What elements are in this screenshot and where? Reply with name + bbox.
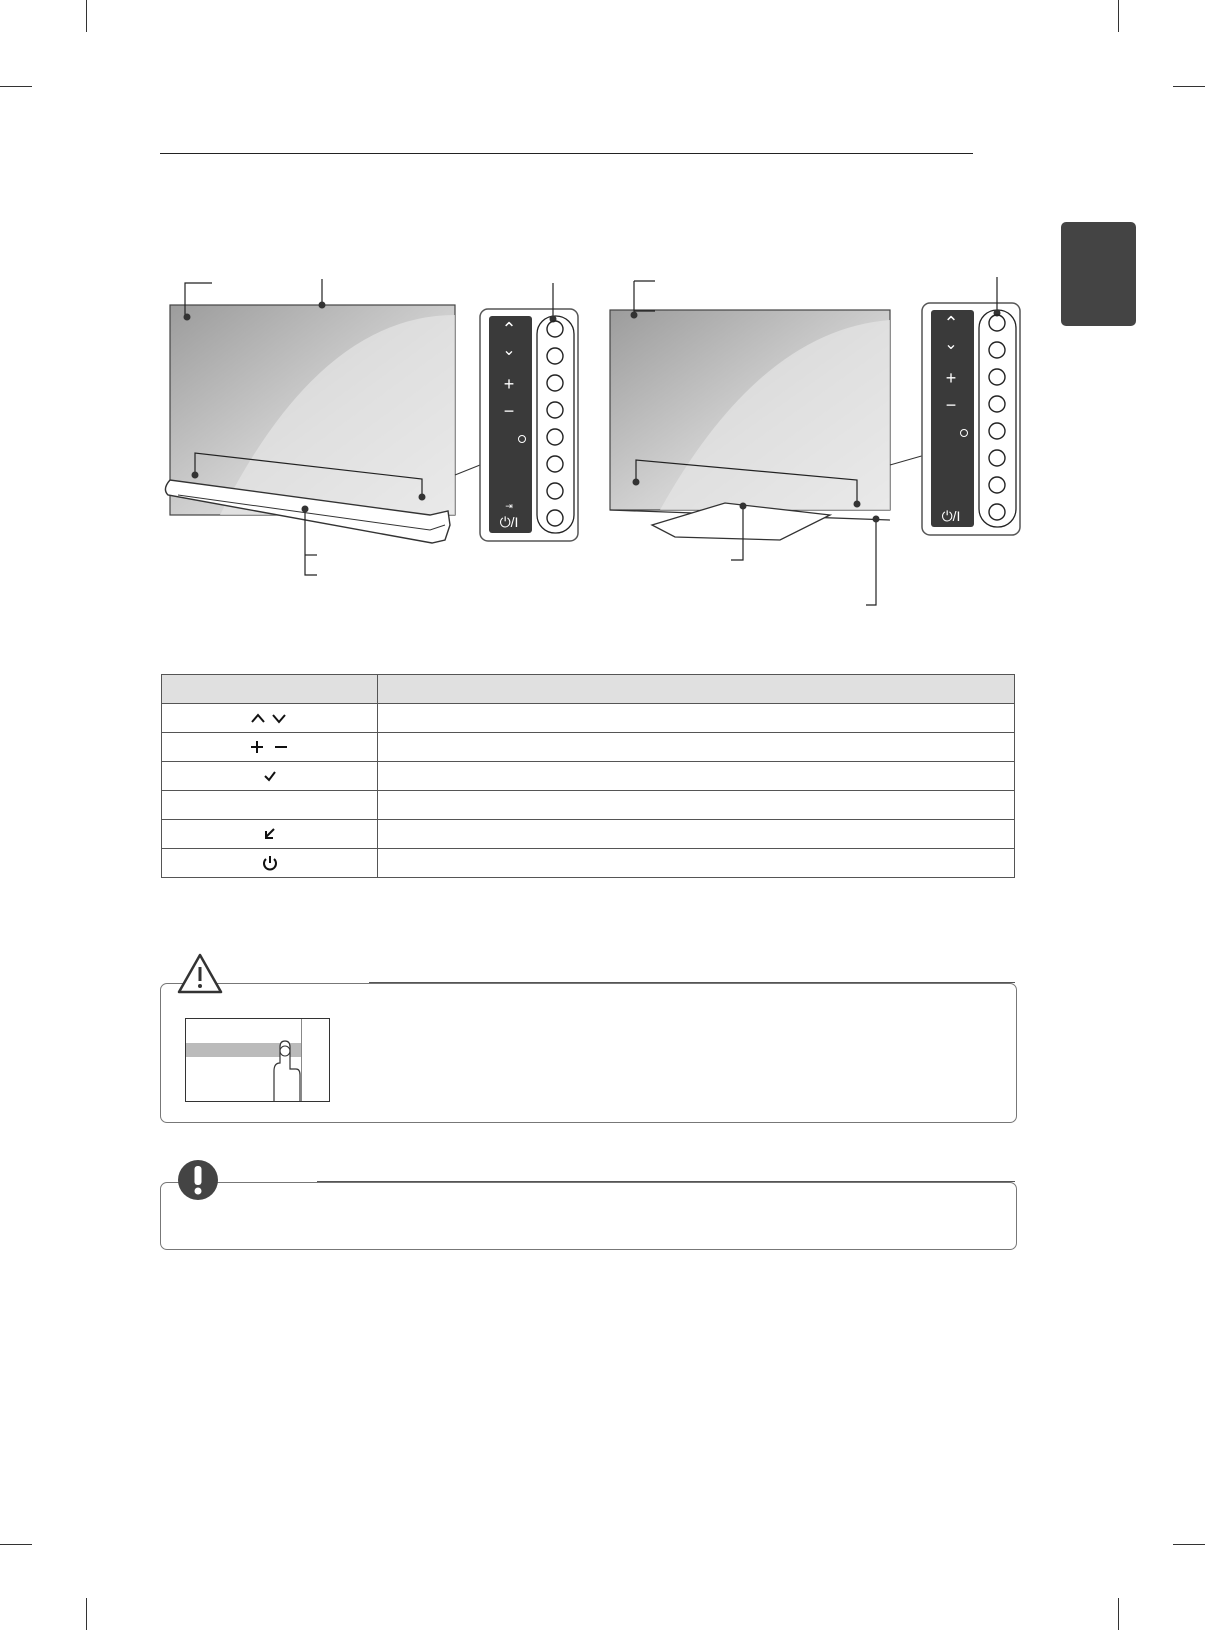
section-tab [1061, 222, 1136, 326]
svg-text:+: + [945, 368, 957, 388]
table-row-description [378, 820, 1015, 849]
crop-mark [86, 1598, 87, 1630]
hand-touch-illustration [185, 1018, 330, 1102]
caution-title-line [369, 982, 1015, 983]
tv-left [165, 279, 480, 575]
crop-mark [1173, 1544, 1205, 1545]
svg-text:⇥: ⇥ [505, 501, 513, 511]
svg-text:+: + [503, 374, 515, 394]
crop-mark [0, 86, 32, 87]
settings-icon [162, 791, 378, 820]
crop-mark [1173, 86, 1205, 87]
svg-text:⏻/I: ⏻/I [941, 508, 961, 524]
svg-text:−: − [945, 395, 957, 415]
button-panel-left [480, 283, 578, 541]
tv-illustration [160, 275, 1030, 615]
crop-mark [1118, 1598, 1119, 1630]
table-row [162, 733, 1015, 762]
table-header-symbol [162, 675, 378, 704]
tv-diagram-svg [160, 275, 1030, 615]
table-row [162, 820, 1015, 849]
table-row-description [378, 704, 1015, 733]
crop-mark [0, 1544, 32, 1545]
note-exclamation-icon [176, 1158, 220, 1202]
input-icon [162, 820, 378, 849]
table-row [162, 704, 1015, 733]
table-row-description [378, 733, 1015, 762]
button-function-table [161, 674, 1015, 878]
svg-text:−: − [503, 401, 515, 421]
button-panel-right [922, 277, 1020, 535]
chevron-up-down-icons [162, 704, 378, 733]
table-header-description [378, 675, 1015, 704]
check-icon [162, 762, 378, 791]
table-row-description [378, 762, 1015, 791]
crop-mark [86, 0, 87, 32]
table-row [162, 762, 1015, 791]
svg-text:⏻/I: ⏻/I [499, 514, 519, 530]
svg-text:⌄: ⌄ [944, 334, 958, 353]
table-header-row [162, 675, 1015, 704]
note-title-line [317, 1181, 1015, 1182]
table-row [162, 849, 1015, 878]
crop-mark [1118, 0, 1119, 32]
note-box [160, 1182, 1017, 1250]
svg-text:⌃: ⌃ [943, 313, 959, 334]
table-row-description [378, 791, 1015, 820]
svg-text:⌃: ⌃ [501, 319, 517, 340]
header-rule [160, 153, 973, 154]
table-row-description [378, 849, 1015, 878]
svg-text:⌄: ⌄ [502, 340, 516, 359]
tv-right [610, 281, 925, 605]
table-row [162, 791, 1015, 820]
power-icon [162, 849, 378, 878]
caution-triangle-icon [176, 952, 224, 996]
plus-minus-icons [162, 733, 378, 762]
